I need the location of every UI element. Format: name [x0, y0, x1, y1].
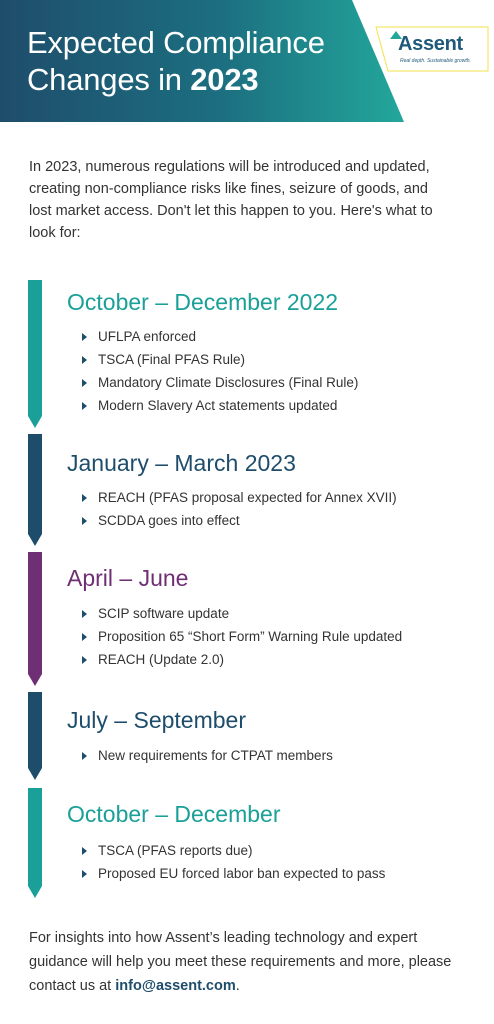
bullet-triangle-icon	[82, 870, 87, 878]
title-line-2	[27, 61, 367, 98]
bullet-triangle-icon	[82, 610, 87, 618]
bullet-triangle-icon	[82, 656, 87, 664]
section-item-list	[82, 486, 397, 532]
list-item	[82, 486, 397, 509]
bullet-triangle-icon	[82, 517, 87, 525]
page-title	[27, 24, 367, 98]
assent-logo[interactable]	[372, 25, 490, 73]
list-item-text: New requirements for CTPAT members	[98, 748, 333, 763]
footer-contact-paragraph	[29, 926, 469, 998]
list-item	[82, 509, 397, 532]
bullet-triangle-icon	[82, 356, 87, 364]
bullet-triangle-icon	[82, 752, 87, 760]
section-item-list	[82, 744, 333, 767]
list-item-text: REACH (Update 2.0)	[98, 652, 225, 667]
list-item-text: REACH (PFAS proposal expected for Annex XVII)	[98, 490, 397, 505]
list-item-text: Proposition 65 “Short Form” Warning Rule updated	[98, 629, 403, 644]
title-year: 2023	[190, 62, 259, 97]
section-heading: April – June	[67, 565, 189, 591]
list-item	[82, 602, 402, 625]
list-item-text: UFLPA enforced	[98, 329, 197, 344]
intro-paragraph: In 2023, numerous regulations will be introduced and updated, creating non-compliance risks like fines, seizure of goods, and lost market access. Don't let this happen to you. Here's what to look for:	[29, 159, 433, 241]
title-prefix: Changes in	[27, 62, 182, 97]
footer-end: .	[235, 978, 240, 994]
list-item-text: Modern Slavery Act statements updated	[98, 398, 338, 413]
bullet-triangle-icon	[82, 333, 87, 341]
section-item-list	[82, 325, 358, 417]
list-item	[82, 839, 385, 862]
contact-email-link[interactable]: info@assent.com	[115, 978, 236, 994]
timeline-bar	[28, 788, 44, 898]
footer-text: For insights into how Assent’s leading technology and expert guidance will help you meet these requirements and more, please contact us at	[29, 930, 452, 994]
list-item	[82, 348, 358, 371]
header-banner	[0, 0, 494, 122]
list-item-text: Mandatory Climate Disclosures (Final Rule)	[98, 375, 359, 390]
list-item-text: TSCA (Final PFAS Rule)	[98, 352, 246, 367]
section-heading: July – September	[67, 707, 246, 733]
list-item-text: TSCA (PFAS reports due)	[98, 843, 253, 858]
timeline-bar	[28, 280, 44, 428]
list-item	[82, 325, 358, 348]
list-item-text: SCDDA goes into effect	[98, 513, 240, 528]
bullet-triangle-icon	[82, 494, 87, 502]
bullet-triangle-icon	[82, 379, 87, 387]
list-item	[82, 371, 358, 394]
section-heading: October – December	[67, 801, 281, 827]
timeline-bar	[28, 692, 44, 780]
list-item	[82, 394, 358, 417]
bullet-triangle-icon	[82, 633, 87, 641]
timeline-bar	[28, 552, 44, 686]
title-line-1: Expected Compliance	[27, 25, 325, 60]
list-item-text: SCIP software update	[98, 606, 230, 621]
list-item-text: Proposed EU forced labor ban expected to pass	[98, 866, 386, 881]
list-item	[82, 744, 333, 767]
list-item	[82, 648, 402, 671]
list-item	[82, 862, 385, 885]
bullet-triangle-icon	[82, 847, 87, 855]
section-heading: October – December 2022	[67, 289, 339, 315]
logo-tagline: Real depth. Sustainable growth.	[400, 58, 471, 64]
logo-wordmark: Assent	[398, 33, 463, 55]
timeline-bar	[28, 434, 44, 546]
bullet-triangle-icon	[82, 402, 87, 410]
section-heading: January – March 2023	[67, 450, 296, 476]
list-item	[82, 625, 402, 648]
section-item-list	[82, 602, 402, 671]
section-item-list	[82, 839, 385, 885]
